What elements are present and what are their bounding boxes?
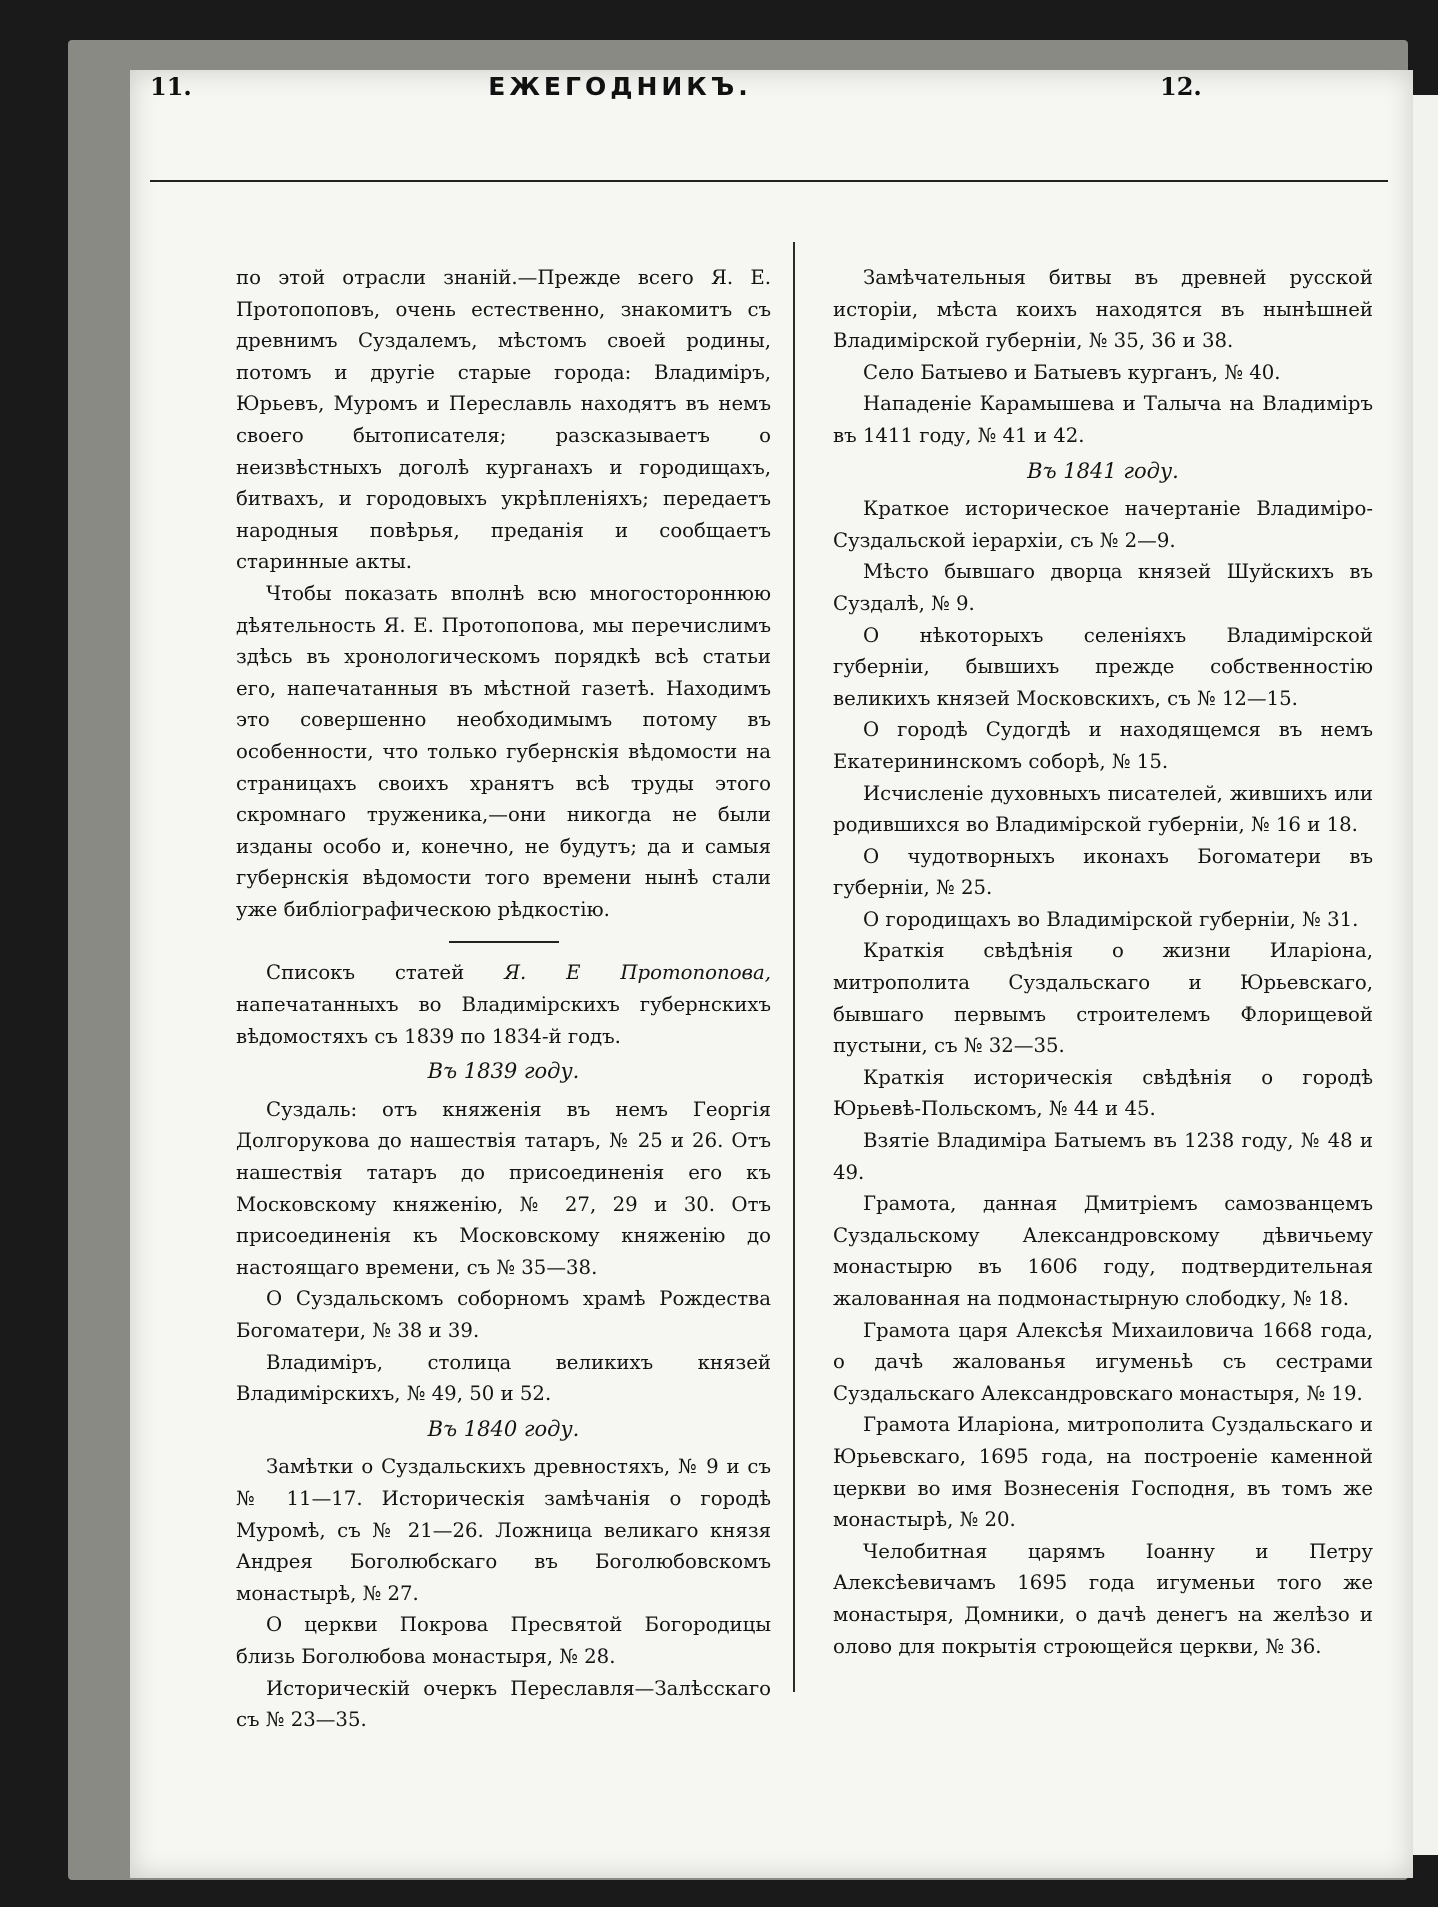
- list-item: Владиміръ, столица великихъ князей Владимірскихъ, № 49, 50 и 52.: [236, 1350, 771, 1406]
- list-item: Историческій очеркъ Переславля—Залѣсскаго съ № 23—35.: [236, 1676, 771, 1732]
- list-item: Исчисленіе духовныхъ писателей, жившихъ или родившихся во Владимірской губерніи, № 16 и 18.: [833, 781, 1373, 837]
- author-name: Я. Е Протопопова,: [504, 961, 771, 985]
- list-item: Суздаль: отъ княженія въ немъ Георгія Долгорукова до нашествія татаръ, № 25 и 26. Отъ нашествія татаръ до присоединенія его къ Московскому княженію, № 27, 29 и 30. Отъ присоединенія къ Московскому княженію до настоящаго времени, съ № 35—38.: [236, 1097, 771, 1279]
- list-item: О Суздальскомъ соборномъ храмѣ Рождества Богоматери, № 38 и 39.: [236, 1287, 771, 1342]
- page-number-right: 12.: [1160, 72, 1202, 101]
- list-item: О чудотворныхъ иконахъ Богоматери въ губерніи, № 25.: [833, 844, 1373, 900]
- list-item: Краткое историческое начертаніе Владиміро-Суздальской іерархіи, съ № 2—9.: [833, 497, 1373, 552]
- list-item: Краткія историческія свѣдѣнія о городѣ Юрьевѣ-Польскомъ, № 44 и 45.: [833, 1065, 1373, 1121]
- list-item: Грамота Иларіона, митрополита Суздальскаго и Юрьевскаго, 1695 года, на построеніе каменной церкви во имя Вознесенія Господня, въ томъ же монастырѣ, № 20.: [833, 1413, 1373, 1532]
- list-item: Челобитная царямъ Іоанну и Петру Алексѣевичамъ 1695 года игуменьи того же монастыря, Домники, о дачѣ денегъ на желѣзо и олово для покрытія строющейся церкви, № 36.: [833, 1539, 1373, 1658]
- list-item: Нападеніе Карамышева и Талыча на Владиміръ въ 1411 году, № 41 и 42.: [833, 392, 1373, 447]
- left-column: [236, 262, 771, 1736]
- column-divider: [793, 242, 795, 1692]
- list-item: Село Батыево и Батыевъ курганъ, № 40.: [863, 360, 1281, 384]
- list-item: Замѣчательныя битвы въ древней русской исторіи, мѣста коихъ находятся въ нынѣшней Владимірской губерніи, № 35, 36 и 38.: [833, 266, 1373, 353]
- list-item: О городѣ Судогдѣ и находящемся въ немъ Екатерининскомъ соборѣ, № 15.: [833, 718, 1373, 773]
- list-item: Грамота, данная Дмитріемъ самозванцемъ Суздальскому Александровскому дѣвичьему монастырю въ 1606 году, подтвердительная жалованная на подмонастырную слободку, № 18.: [833, 1192, 1373, 1310]
- list-item: О нѣкоторыхъ селеніяхъ Владимірской губерніи, бывшихъ прежде собственностію великихъ князей Московскихъ, съ № 12—15.: [833, 623, 1373, 710]
- year-heading: Въ 1841 году.: [1027, 458, 1179, 483]
- list-intro: [236, 957, 771, 1052]
- list-intro-text: Списокъ статей: [266, 961, 505, 985]
- paragraph: Чтобы показать вполнѣ всю многостороннюю дѣятельность Я. Е. Протопопова, мы перечислимъ здѣсь въ хронологическомъ порядкѣ всѣ статьи его, напечатанныя въ мѣстной газетѣ. Находимъ это совершенно необходимымъ потому въ особенности, что только губернскія вѣдомости на страницахъ своихъ хранятъ всѣ труды этого скромнаго труженика,—они никогда не были изданы особо и, конечно, не будутъ; да и самыя губернскія вѣдомости того времени нынѣ стали уже библіографическою рѣдкостію.: [236, 581, 771, 921]
- list-intro-text: напечатанныхъ во Владимірскихъ губернскихъ вѣдомостяхъ съ 1839 по 1834-й годъ.: [236, 993, 771, 1048]
- list-item: Замѣтки о Суздальскихъ древностяхъ, № 9 и съ № 11—17. Историческія замѣчанія о городѣ Муромѣ, съ № 21—26. Ложница великаго князя Андрея Боголюбскаго въ Боголюбовскомъ монастырѣ, № 27.: [236, 1455, 771, 1605]
- list-item: Краткія свѣдѣнія о жизни Иларіона, митрополита Суздальскаго и Юрьевскаго, бывшаго первымъ строителемъ Флорищевой пустыни, съ № 32—35.: [833, 939, 1373, 1058]
- year-heading: Въ 1840 году.: [427, 1416, 580, 1441]
- list-item: Мѣсто бывшаго дворца князей Шуйскихъ въ Суздалѣ, № 9.: [833, 560, 1373, 615]
- paragraph: по этой отрасли знаній.—Прежде всего Я. Е. Протопоповъ, очень естественно, знакомитъ съ древнимъ Суздалемъ, мѣстомъ своей родины, потомъ и другіе старые города: Владиміръ, Юрьевъ, Муромъ и Переславль находятъ въ немъ своего бытописателя; разсказываетъ о неизвѣстныхъ доголѣ курганахъ и городищахъ, битвахъ, и городовыхъ укрѣпленіяхъ; передаетъ народныя повѣрья, преданія и сообщаетъ старинные акты.: [236, 266, 771, 574]
- running-title: ЕЖЕГОДНИКЪ.: [488, 72, 752, 101]
- page-number-left: 11.: [150, 72, 192, 101]
- list-item: Грамота царя Алексѣя Михаиловича 1668 года, о дачѣ жалованья игуменьѣ съ сестрами Суздальскаго Александровскаго монастыря, № 19.: [833, 1318, 1373, 1405]
- page-header-rule: [150, 125, 1388, 182]
- right-column: [833, 262, 1373, 1662]
- list-item: О церкви Покрова Пресвятой Богородицы близь Боголюбова монастыря, № 28.: [236, 1613, 771, 1668]
- year-heading: Въ 1839 году.: [427, 1059, 580, 1084]
- section-rule: [449, 941, 559, 943]
- list-item: О городищахъ во Владимірской губерніи, № 31.: [863, 907, 1359, 931]
- list-item: Взятіе Владиміра Батыемъ въ 1238 году, № 48 и 49.: [833, 1129, 1373, 1184]
